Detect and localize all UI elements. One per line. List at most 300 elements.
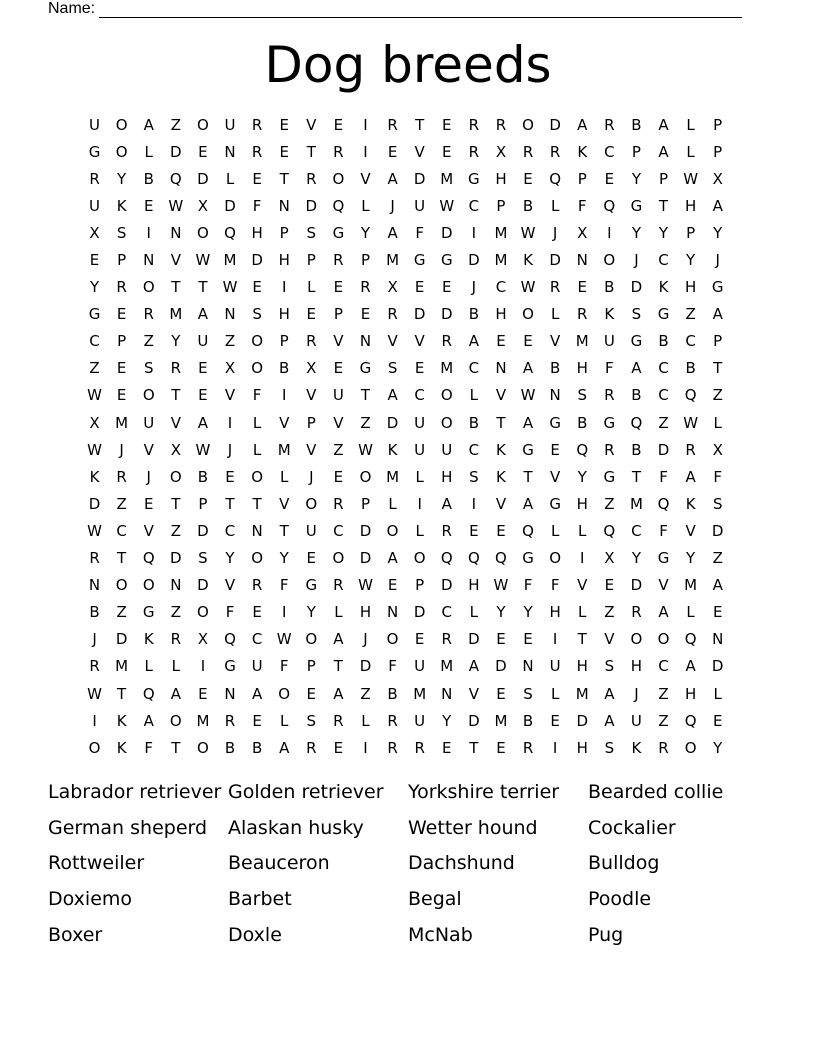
grid-letter: C [658,359,669,378]
grid-letter: X [197,630,209,649]
grid-letter: C [604,142,615,161]
grid-letter: C [658,657,669,676]
grid-letter: P [631,142,641,161]
grid-letter: Y [713,738,723,757]
grid-letter: Q [224,223,236,242]
grid-letter: K [577,142,588,161]
grid-letter: T [631,467,641,486]
grid-letter: H [278,305,290,324]
grid-letter: L [550,521,560,540]
grid-letter: D [170,549,182,568]
grid-letter: L [280,711,289,730]
grid-letter: Q [684,711,697,730]
grid-letter: Y [225,549,235,568]
grid-letter: D [413,305,426,324]
grid-letter: X [712,169,723,188]
word-list-item: Bearded collie [588,780,724,803]
grid-letter: K [496,440,506,459]
grid-letter: Z [116,603,127,622]
word-list-item: Labrador retriever [48,780,222,803]
grid-letter: A [604,684,615,703]
grid-letter: R [441,630,452,649]
grid-letter: J [146,467,151,486]
grid-letter: A [522,494,534,513]
word-list-item: Yorkshire terrier [408,780,560,803]
grid-letter: G [549,413,561,432]
grid-letter: K [604,305,615,324]
grid-letter: W [195,251,211,270]
grid-letter: J [471,278,477,297]
grid-letter: E [496,521,506,540]
grid-letter: E [143,196,154,215]
grid-letter: T [171,494,181,513]
grid-letter: C [414,386,425,405]
grid-letter: S [198,549,208,568]
grid-letter: D [440,576,453,595]
grid-letter: K [116,196,127,215]
grid-letter: L [550,305,560,324]
grid-letter: Q [603,196,616,215]
grid-letter: G [413,251,426,270]
grid-letter: O [251,549,264,568]
grid-letter: Q [467,549,480,568]
grid-letter: Z [170,603,181,622]
grid-letter: Y [523,603,533,622]
grid-letter: W [87,386,102,405]
grid-letter: O [251,332,264,351]
grid-letter: D [251,251,263,270]
grid-letter: O [522,305,534,324]
grid-letter: N [170,576,182,595]
grid-letter: N [522,657,534,676]
grid-letter: X [224,359,236,378]
grid-letter: N [549,386,561,405]
grid-letter: F [577,196,587,215]
grid-letter: P [415,576,425,595]
grid-letter: D [197,521,209,540]
grid-letter: W [195,440,211,459]
word-list-item: McNab [408,924,473,947]
grid-letter: P [198,494,208,513]
grid-letter: D [657,440,670,459]
grid-letter: L [171,657,180,676]
grid-letter: A [685,657,696,676]
grid-letter: Y [360,223,371,242]
grid-letter: U [143,413,155,432]
grid-letter: P [496,196,506,215]
grid-letter: B [631,440,642,459]
grid-letter: O [115,115,128,134]
grid-letter: R [658,738,669,757]
grid-letter: X [306,359,317,378]
grid-letter: S [252,305,262,324]
grid-letter: R [387,305,398,324]
grid-letter: M [386,251,400,270]
grid-letter: Y [631,169,641,188]
grid-letter: M [413,684,427,703]
grid-letter: G [630,332,643,351]
grid-letter: E [523,169,533,188]
grid-letter: W [358,440,373,459]
grid-letter: E [414,359,425,378]
grid-letter: T [117,549,127,568]
word-list-item: Barbet [228,888,292,911]
grid-letter: J [92,630,97,649]
grid-letter: O [115,142,128,161]
grid-letter: U [414,711,426,730]
grid-letter: B [549,359,561,378]
grid-letter: K [89,467,100,486]
grid-letter: H [576,494,588,513]
word-list-item: Wetter hound [408,816,538,839]
grid-letter: Q [495,549,507,568]
grid-letter: C [685,332,696,351]
grid-letter: M [440,657,454,676]
grid-letter: E [387,576,398,595]
grid-letter: U [414,440,426,459]
grid-letter: G [88,305,101,324]
grid-letter: X [495,142,507,161]
grid-letter: B [224,738,236,757]
grid-letter: W [222,278,238,297]
grid-letter: D [359,549,372,568]
grid-letter: Q [332,196,345,215]
grid-letter: W [87,684,102,703]
grid-letter: M [684,576,698,595]
grid-letter: M [494,223,508,242]
grid-letter: R [333,494,344,513]
grid-letter: D [440,223,453,242]
grid-letter: E [496,684,506,703]
grid-letter: W [276,630,292,649]
grid-letter: U [197,332,209,351]
word-list-item: Beauceron [228,852,330,875]
grid-letter: S [116,223,127,242]
grid-letter: Z [360,413,371,432]
grid-letter: R [604,386,615,405]
grid-letter: H [278,251,290,270]
grid-letter: E [333,115,344,134]
grid-letter: D [576,711,589,730]
grid-letter: E [225,467,235,486]
letter-grid [81,111,741,761]
grid-letter: E [333,359,344,378]
grid-letter: V [495,494,507,513]
grid-letter: M [169,305,183,324]
grid-letter: L [415,467,424,486]
grid-letter: M [277,440,291,459]
grid-letter: G [603,467,616,486]
word-list-item: Bulldog [588,852,660,875]
grid-letter: O [169,467,182,486]
grid-letter: N [251,521,263,540]
grid-letter: R [251,115,263,134]
grid-letter: I [146,223,151,242]
grid-letter: N [386,603,399,622]
grid-letter: C [89,332,100,351]
grid-letter: O [332,549,345,568]
grid-letter: B [89,603,100,622]
grid-letter: R [577,305,588,324]
grid-letter: I [471,223,477,242]
grid-letter: W [520,278,536,297]
grid-letter: M [494,251,508,270]
grid-letter: U [224,115,236,134]
grid-letter: X [387,278,398,297]
grid-letter: A [387,169,398,188]
grid-letter: W [683,169,699,188]
page-title: Dog breeds [264,36,552,94]
grid-letter: Z [170,521,181,540]
word-list-item: Alaskan husky [228,816,364,839]
grid-letter: S [631,305,642,324]
grid-letter: I [580,549,585,568]
word-list-item: Dachshund [408,852,515,875]
grid-letter: C [116,521,127,540]
grid-letter: O [305,630,318,649]
grid-letter: E [333,467,344,486]
grid-letter: A [333,630,344,649]
grid-letter: G [332,223,345,242]
grid-letter: H [630,657,643,676]
grid-letter: N [143,251,155,270]
grid-letter: K [496,467,506,486]
grid-letter: K [116,711,127,730]
grid-letter: V [333,413,344,432]
grid-letter: G [142,603,155,622]
grid-letter: R [549,278,561,297]
grid-letter: I [552,738,558,757]
grid-letter: E [116,359,127,378]
grid-letter: O [197,223,209,242]
grid-letter: E [252,278,262,297]
grid-letter: J [552,223,558,242]
grid-letter: R [549,142,561,161]
grid-letter: R [387,711,398,730]
grid-letter: Y [686,251,696,270]
grid-letter: K [387,440,398,459]
grid-letter: B [604,278,615,297]
grid-letter: O [386,521,399,540]
grid-letter: D [413,603,426,622]
grid-letter: Z [712,549,723,568]
grid-letter: W [87,440,102,459]
grid-letter: M [575,684,589,703]
grid-letter: E [279,142,289,161]
grid-letter: A [251,684,263,703]
grid-letter: R [306,738,317,757]
grid-letter: O [169,711,182,730]
grid-letter: V [414,142,425,161]
grid-letter: O [142,576,155,595]
grid-letter: R [387,115,398,134]
grid-letter: A [658,142,669,161]
grid-letter: O [88,738,101,757]
grid-letter: O [522,115,534,134]
grid-letter: C [658,251,669,270]
grid-letter: Z [224,332,236,351]
grid-letter: E [414,278,425,297]
grid-letter: T [171,386,181,405]
grid-letter: Q [684,630,697,649]
grid-letter: E [604,169,615,188]
grid-letter: E [143,494,154,513]
grid-letter: G [630,196,643,215]
grid-letter: E [279,115,289,134]
grid-letter: W [683,413,699,432]
grid-letter: D [170,142,182,161]
grid-letter: G [305,576,318,595]
grid-letter: J [363,630,368,649]
grid-letter: Y [713,223,723,242]
grid-letter: I [200,657,206,676]
grid-letter: Y [117,169,127,188]
grid-letter: L [415,521,424,540]
grid-letter: R [604,115,615,134]
grid-letter: D [224,196,236,215]
grid-letter: D [468,630,480,649]
grid-letter: R [360,278,371,297]
grid-letter: B [279,359,290,378]
grid-letter: T [279,169,289,188]
grid-letter: K [143,630,154,649]
grid-letter: H [251,223,263,242]
grid-letter: B [251,738,263,757]
grid-letter: D [359,657,372,676]
grid-letter: J [634,684,639,703]
grid-letter: B [468,305,479,324]
grid-letter: V [143,440,154,459]
word-list-item: German sheperd [48,816,208,839]
grid-letter: P [713,142,723,161]
grid-letter: T [171,278,181,297]
word-list-item: Golden retriever [228,780,384,803]
word-list [48,774,768,953]
grid-letter: D [630,576,643,595]
grid-letter: T [713,359,723,378]
grid-letter: W [87,521,102,540]
grid-letter: S [469,467,479,486]
grid-letter: N [224,142,236,161]
grid-letter: T [306,142,316,161]
grid-letter: R [441,332,452,351]
grid-letter: D [630,278,643,297]
grid-letter: B [631,386,642,405]
grid-letter: L [713,413,722,432]
grid-letter: T [279,521,289,540]
grid-letter: R [685,440,696,459]
grid-letter: O [386,630,399,649]
grid-letter: A [468,657,479,676]
grid-letter: Z [658,684,669,703]
grid-letter: H [468,576,480,595]
grid-letter: S [306,223,317,242]
grid-letter: Q [657,494,670,513]
grid-letter: K [685,494,696,513]
grid-letter: N [224,305,236,324]
grid-letter: L [252,440,262,459]
grid-letter: D [549,115,561,134]
grid-letter: S [712,494,723,513]
grid-letter: X [89,223,100,242]
grid-letter: Y [577,467,587,486]
word-list-item: Begal [408,888,462,911]
grid-letter: U [251,657,263,676]
grid-letter: P [117,251,127,270]
grid-letter: R [333,576,344,595]
grid-letter: L [144,657,153,676]
grid-letter: E [198,142,208,161]
grid-letter: A [197,305,209,324]
grid-letter: G [224,657,236,676]
grid-letter: R [468,115,480,134]
grid-letter: C [658,386,669,405]
grid-letter: C [251,630,263,649]
grid-letter: H [576,738,588,757]
grid-letter: T [523,467,533,486]
grid-letter: M [223,251,237,270]
grid-letter: D [115,630,128,649]
grid-letter: D [549,251,561,270]
grid-letter: V [685,521,696,540]
grid-letter: M [115,413,129,432]
grid-letter: H [549,603,561,622]
grid-letter: E [306,305,317,324]
grid-letter: E [198,684,208,703]
grid-letter: Z [604,494,615,513]
grid-letter: A [712,196,723,215]
grid-letter: Y [631,223,641,242]
grid-letter: D [468,711,480,730]
name-field [48,0,742,18]
grid-letter: U [414,413,426,432]
grid-letter: E [496,738,506,757]
grid-letter: O [197,603,209,622]
grid-letter: J [390,196,395,215]
grid-letter: X [197,196,209,215]
grid-letter: A [333,684,344,703]
grid-letter: A [631,359,642,378]
word-list-item: Boxer [48,924,103,947]
grid-letter: H [684,196,697,215]
grid-letter: D [359,521,372,540]
grid-letter: N [441,684,453,703]
grid-letter: R [306,169,317,188]
grid-letter: I [227,413,233,432]
grid-letter: I [607,223,612,242]
grid-letter: V [143,521,154,540]
grid-letter: O [630,630,643,649]
grid-letter: M [386,467,400,486]
grid-letter: A [522,359,534,378]
grid-letter: E [252,711,262,730]
grid-letter: P [333,305,343,324]
grid-letter: D [468,251,480,270]
grid-letter: F [523,576,533,595]
grid-letter: E [306,684,317,703]
grid-letter: A [143,115,154,134]
grid-letter: Y [89,278,100,297]
grid-letter: V [360,169,371,188]
grid-letter: P [360,251,370,270]
grid-letter: A [387,386,398,405]
grid-letter: E [306,549,317,568]
grid-letter: E [360,305,371,324]
grid-letter: F [252,386,262,405]
grid-letter: R [224,711,236,730]
grid-letter: A [522,413,534,432]
grid-letter: Q [522,521,534,540]
